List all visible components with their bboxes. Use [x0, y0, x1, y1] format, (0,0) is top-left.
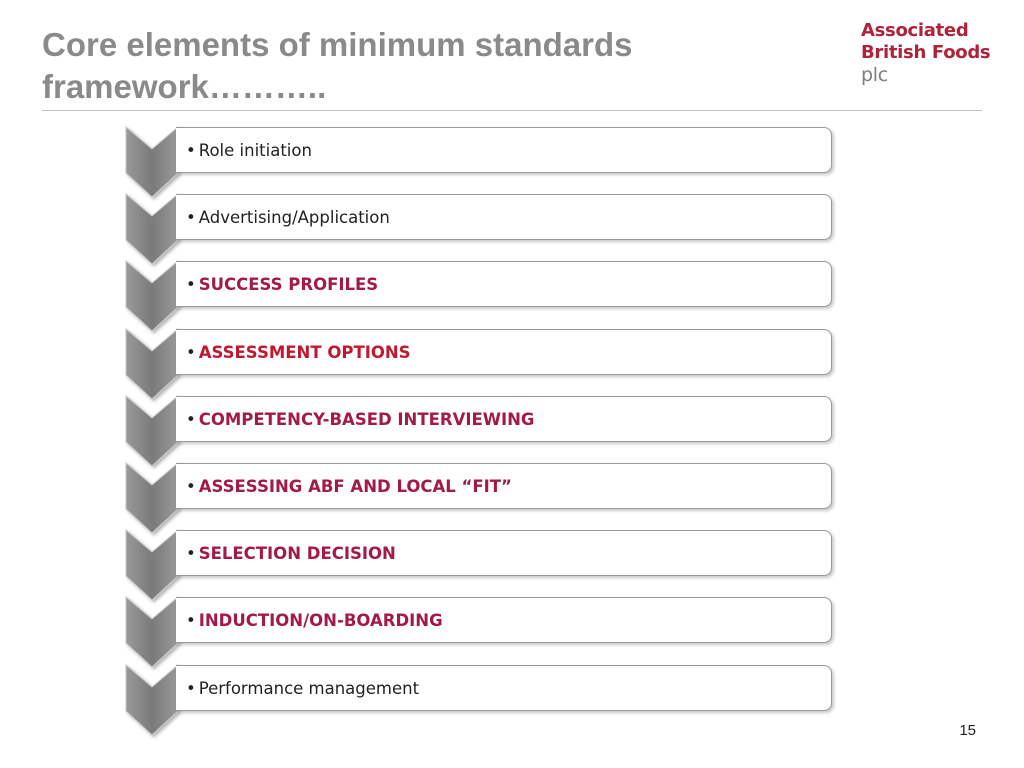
- step-label: Advertising/Application: [198, 207, 390, 227]
- step-chevron: [124, 396, 184, 472]
- title-divider: [42, 110, 982, 111]
- step-box: [176, 261, 832, 307]
- logo-line-2: British Foods: [861, 42, 991, 63]
- logo-line-1: Associated: [861, 20, 969, 41]
- step-chevron: [124, 261, 184, 337]
- slide-title: [42, 24, 762, 108]
- step-box: [176, 194, 832, 240]
- step-bullet: •: [186, 207, 196, 227]
- step-bullet: •: [186, 274, 196, 294]
- step-box: [176, 329, 832, 375]
- step-bullet: •: [186, 610, 196, 630]
- step-chevron: [124, 665, 184, 741]
- step-bullet: •: [186, 140, 196, 160]
- step-bullet: •: [186, 678, 196, 698]
- step-bullet: •: [186, 409, 196, 429]
- step-chevron: [124, 194, 184, 270]
- step-bullet: •: [186, 342, 196, 362]
- step-bullet: •: [186, 543, 196, 563]
- step-bullet: •: [186, 476, 196, 496]
- step-chevron: [124, 597, 184, 673]
- logo-line-3: plc: [861, 64, 888, 86]
- step-box: [176, 396, 832, 442]
- step-label: Performance management: [198, 678, 420, 698]
- step-box: [176, 665, 832, 711]
- step-chevron: [124, 530, 184, 606]
- step-box: [176, 127, 832, 173]
- step-box: [176, 597, 832, 643]
- step-label: SELECTION DECISION: [198, 543, 396, 563]
- step-chevron: [124, 329, 184, 405]
- step-chevron: [124, 463, 184, 539]
- step-label: INDUCTION/ON-BOARDING: [198, 610, 443, 630]
- page-number: 15: [959, 722, 976, 739]
- step-label: ASSESSING ABF AND LOCAL “FIT”: [198, 476, 512, 496]
- step-box: [176, 530, 832, 576]
- step-label: COMPETENCY-BASED INTERVIEWING: [198, 409, 535, 429]
- title-line-2: framework………..: [42, 68, 327, 105]
- title-line-1: Core elements of minimum standards: [42, 26, 633, 63]
- abf-logo: [861, 20, 1011, 86]
- step-box: [176, 463, 832, 509]
- step-chevron: [124, 127, 184, 203]
- step-label: Role initiation: [198, 140, 312, 160]
- step-label: ASSESSMENT OPTIONS: [198, 342, 411, 362]
- step-label: SUCCESS PROFILES: [198, 274, 379, 294]
